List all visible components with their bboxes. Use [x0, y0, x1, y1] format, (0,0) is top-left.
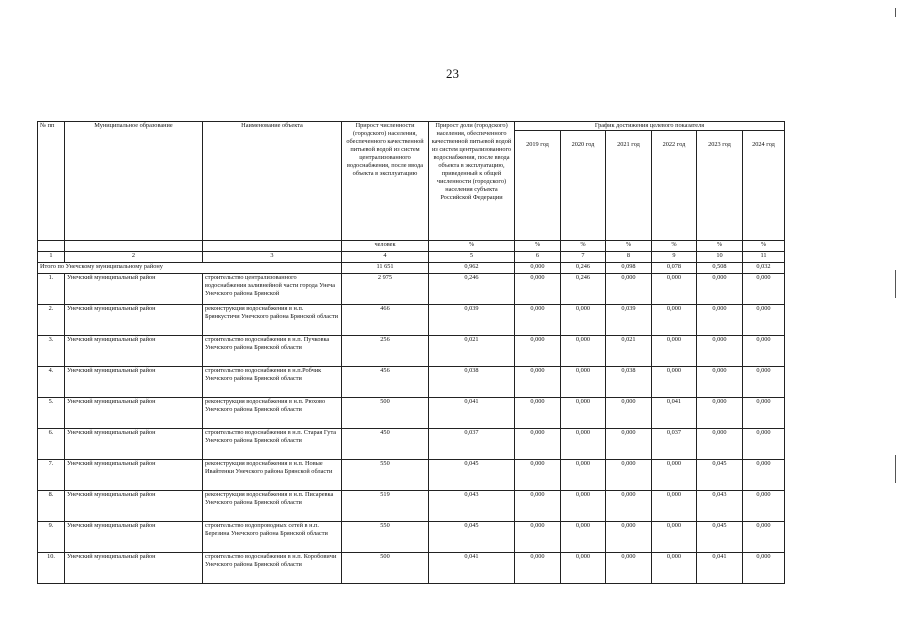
units-row — [38, 241, 785, 252]
municipality-cell: Унечский муниципальный район — [65, 305, 203, 336]
table-row — [38, 429, 785, 460]
table-row — [38, 398, 785, 429]
year-value-cell: 0,000 — [652, 336, 697, 367]
population-cell: 500 — [342, 553, 429, 584]
share-cell: 0,043 — [429, 491, 515, 522]
unit-cell: % — [429, 241, 515, 252]
year-value-cell: 0,000 — [515, 305, 561, 336]
total-value: 0,246 — [561, 263, 606, 274]
page-number: 23 — [446, 66, 459, 81]
year-value-cell: 0,000 — [515, 553, 561, 584]
column-number: 6 — [515, 252, 561, 263]
population-cell: 466 — [342, 305, 429, 336]
total-value: 0,078 — [652, 263, 697, 274]
row-number: 10. — [38, 553, 65, 584]
object-name-cell: реконструкция водоснабжения в н.п. Новые Ивайтенки Унечского района Брянской области — [203, 460, 342, 491]
header-year: 2020 год — [561, 131, 606, 241]
share-cell: 0,045 — [429, 522, 515, 553]
year-value-cell: 0,000 — [561, 522, 606, 553]
column-number: 5 — [429, 252, 515, 263]
header-object: Наименование объекта — [203, 122, 342, 241]
year-value-cell: 0,000 — [697, 367, 743, 398]
header-no: № пп — [38, 122, 65, 241]
table-row — [38, 274, 785, 305]
total-value: 11 651 — [342, 263, 429, 274]
column-number: 2 — [65, 252, 203, 263]
year-value-cell: 0,037 — [652, 429, 697, 460]
table-row — [38, 491, 785, 522]
column-number: 11 — [743, 252, 785, 263]
object-name-cell: строительство водопроводных сетей в н.п. Березина Унечского района Брянской области — [203, 522, 342, 553]
year-value-cell: 0,000 — [697, 429, 743, 460]
municipality-cell: Унечский муниципальный район — [65, 491, 203, 522]
year-value-cell: 0,000 — [743, 305, 785, 336]
year-value-cell: 0,021 — [606, 336, 652, 367]
scan-edge-mark — [895, 455, 896, 483]
header-municipality: Муниципальное образование — [65, 122, 203, 241]
table-row — [38, 522, 785, 553]
year-value-cell: 0,000 — [743, 398, 785, 429]
share-cell: 0,041 — [429, 553, 515, 584]
year-value-cell: 0,041 — [652, 398, 697, 429]
year-value-cell: 0,000 — [515, 429, 561, 460]
column-number: 10 — [697, 252, 743, 263]
share-cell: 0,246 — [429, 274, 515, 305]
population-cell: 256 — [342, 336, 429, 367]
year-value-cell: 0,000 — [652, 305, 697, 336]
row-number: 8. — [38, 491, 65, 522]
year-value-cell: 0,039 — [606, 305, 652, 336]
column-numbers-row — [38, 252, 785, 263]
unit-cell: % — [652, 241, 697, 252]
year-value-cell: 0,000 — [743, 491, 785, 522]
population-cell: 450 — [342, 429, 429, 460]
year-value-cell: 0,000 — [652, 274, 697, 305]
table-row — [38, 336, 785, 367]
unit-cell: человек — [342, 241, 429, 252]
header-year: 2023 год — [697, 131, 743, 241]
year-value-cell: 0,000 — [697, 336, 743, 367]
population-cell: 519 — [342, 491, 429, 522]
row-number: 9. — [38, 522, 65, 553]
total-value: 0,508 — [697, 263, 743, 274]
target-indicator-table — [37, 121, 785, 584]
scan-edge-mark — [895, 8, 896, 17]
row-number: 6. — [38, 429, 65, 460]
table-row — [38, 367, 785, 398]
year-value-cell: 0,000 — [561, 491, 606, 522]
share-cell: 0,037 — [429, 429, 515, 460]
share-cell: 0,041 — [429, 398, 515, 429]
year-value-cell: 0,000 — [561, 367, 606, 398]
year-value-cell: 0,000 — [606, 553, 652, 584]
year-value-cell: 0,045 — [697, 460, 743, 491]
year-value-cell: 0,000 — [515, 336, 561, 367]
header-population-growth: Прирост численности (городского) населения, обеспеченного качественной питьевой водой из систем централизованного водоснабжения, после ввода объекта в эксплуатацию — [342, 122, 429, 241]
year-value-cell: 0,000 — [652, 491, 697, 522]
year-value-cell: 0,041 — [697, 553, 743, 584]
unit-cell: % — [561, 241, 606, 252]
object-name-cell: реконструкция водоснабжения в н.п. Брянкустичи Унечского района Брянской области — [203, 305, 342, 336]
municipality-cell: Унечский муниципальный район — [65, 367, 203, 398]
year-value-cell: 0,000 — [606, 460, 652, 491]
year-value-cell: 0,000 — [743, 429, 785, 460]
unit-cell: % — [606, 241, 652, 252]
scan-edge-mark — [895, 270, 896, 298]
year-value-cell: 0,000 — [697, 398, 743, 429]
year-value-cell: 0,000 — [743, 553, 785, 584]
year-value-cell: 0,000 — [652, 367, 697, 398]
object-name-cell: строительство водоснабжения в н.п.Робчик Унечского района Брянской области — [203, 367, 342, 398]
year-value-cell: 0,000 — [515, 398, 561, 429]
year-value-cell: 0,000 — [515, 522, 561, 553]
year-value-cell: 0,000 — [652, 460, 697, 491]
object-name-cell: строительство водоснабжения в н.п. Коробовичи Унечского района Брянской области — [203, 553, 342, 584]
year-value-cell: 0,000 — [515, 491, 561, 522]
header-year: 2019 год — [515, 131, 561, 241]
year-value-cell: 0,000 — [561, 553, 606, 584]
year-value-cell: 0,000 — [606, 522, 652, 553]
year-value-cell: 0,000 — [743, 522, 785, 553]
population-cell: 550 — [342, 522, 429, 553]
year-value-cell: 0,000 — [606, 429, 652, 460]
row-number: 1. — [38, 274, 65, 305]
municipality-cell: Унечский муниципальный район — [65, 336, 203, 367]
year-value-cell: 0,000 — [561, 460, 606, 491]
unit-cell: % — [515, 241, 561, 252]
population-cell: 2 975 — [342, 274, 429, 305]
row-number: 5. — [38, 398, 65, 429]
unit-cell: % — [697, 241, 743, 252]
header-year: 2024 год — [743, 131, 785, 241]
table-row — [38, 553, 785, 584]
year-value-cell: 0,000 — [561, 336, 606, 367]
row-number: 3. — [38, 336, 65, 367]
year-value-cell: 0,000 — [743, 274, 785, 305]
municipality-cell: Унечский муниципальный район — [65, 274, 203, 305]
total-value: 0,098 — [606, 263, 652, 274]
header-year: 2022 год — [652, 131, 697, 241]
population-cell: 500 — [342, 398, 429, 429]
year-value-cell: 0,000 — [561, 429, 606, 460]
total-value: 0,000 — [515, 263, 561, 274]
population-cell: 456 — [342, 367, 429, 398]
year-value-cell: 0,000 — [652, 522, 697, 553]
municipality-cell: Унечский муниципальный район — [65, 460, 203, 491]
share-cell: 0,045 — [429, 460, 515, 491]
column-number: 7 — [561, 252, 606, 263]
total-value: 0,962 — [429, 263, 515, 274]
year-value-cell: 0,038 — [606, 367, 652, 398]
municipality-cell: Унечский муниципальный район — [65, 398, 203, 429]
object-name-cell: строительство централизованного водоснабжения заливнейной части города Унеча Унечского района Брянской — [203, 274, 342, 305]
municipality-cell: Унечский муниципальный район — [65, 429, 203, 460]
object-name-cell: строительство водоснабжения в н.п. Старая Гута Унечского района Брянской области — [203, 429, 342, 460]
share-cell: 0,021 — [429, 336, 515, 367]
row-number: 4. — [38, 367, 65, 398]
year-value-cell: 0,000 — [697, 305, 743, 336]
column-number: 1 — [38, 252, 65, 263]
year-value-cell: 0,000 — [561, 398, 606, 429]
table-row — [38, 460, 785, 491]
year-value-cell: 0,246 — [561, 274, 606, 305]
total-row — [38, 263, 785, 274]
year-value-cell: 0,000 — [606, 491, 652, 522]
unit-cell: % — [743, 241, 785, 252]
column-number: 3 — [203, 252, 342, 263]
total-label: Итого по Унечскому муниципальному району — [38, 263, 342, 274]
object-name-cell: реконструкция водоснабжения в н.п. Рюхово Унечского района Брянской области — [203, 398, 342, 429]
object-name-cell: реконструкция водоснабжения в н.п. Писаревка Унечского района Брянской области — [203, 491, 342, 522]
row-number: 7. — [38, 460, 65, 491]
header-share-growth: Прирост доли (городского) населения, обеспеченного качественной питьевой водой из систем централизованного водоснабжения, после ввода объекта в эксплуатацию, приведенный к общей численности (городского) населения субъекта Российской Федерации — [429, 122, 515, 241]
column-number: 9 — [652, 252, 697, 263]
total-value: 0,032 — [743, 263, 785, 274]
year-value-cell: 0,000 — [515, 274, 561, 305]
column-number: 4 — [342, 252, 429, 263]
population-cell: 550 — [342, 460, 429, 491]
header-schedule: График достижения целевого показателя — [515, 122, 785, 131]
year-value-cell: 0,000 — [561, 305, 606, 336]
year-value-cell: 0,000 — [515, 460, 561, 491]
year-value-cell: 0,000 — [743, 460, 785, 491]
year-value-cell: 0,000 — [652, 553, 697, 584]
year-value-cell: 0,000 — [606, 274, 652, 305]
share-cell: 0,039 — [429, 305, 515, 336]
share-cell: 0,038 — [429, 367, 515, 398]
year-value-cell: 0,045 — [697, 522, 743, 553]
municipality-cell: Унечский муниципальный район — [65, 553, 203, 584]
header-year: 2021 год — [606, 131, 652, 241]
column-number: 8 — [606, 252, 652, 263]
municipality-cell: Унечский муниципальный район — [65, 522, 203, 553]
object-name-cell: строительство водоснабжения в н.п. Пучковка Унечского района Брянской области — [203, 336, 342, 367]
year-value-cell: 0,000 — [606, 398, 652, 429]
year-value-cell: 0,000 — [697, 274, 743, 305]
row-number: 2. — [38, 305, 65, 336]
table-row — [38, 305, 785, 336]
year-value-cell: 0,000 — [743, 367, 785, 398]
year-value-cell: 0,000 — [743, 336, 785, 367]
year-value-cell: 0,000 — [515, 367, 561, 398]
year-value-cell: 0,043 — [697, 491, 743, 522]
